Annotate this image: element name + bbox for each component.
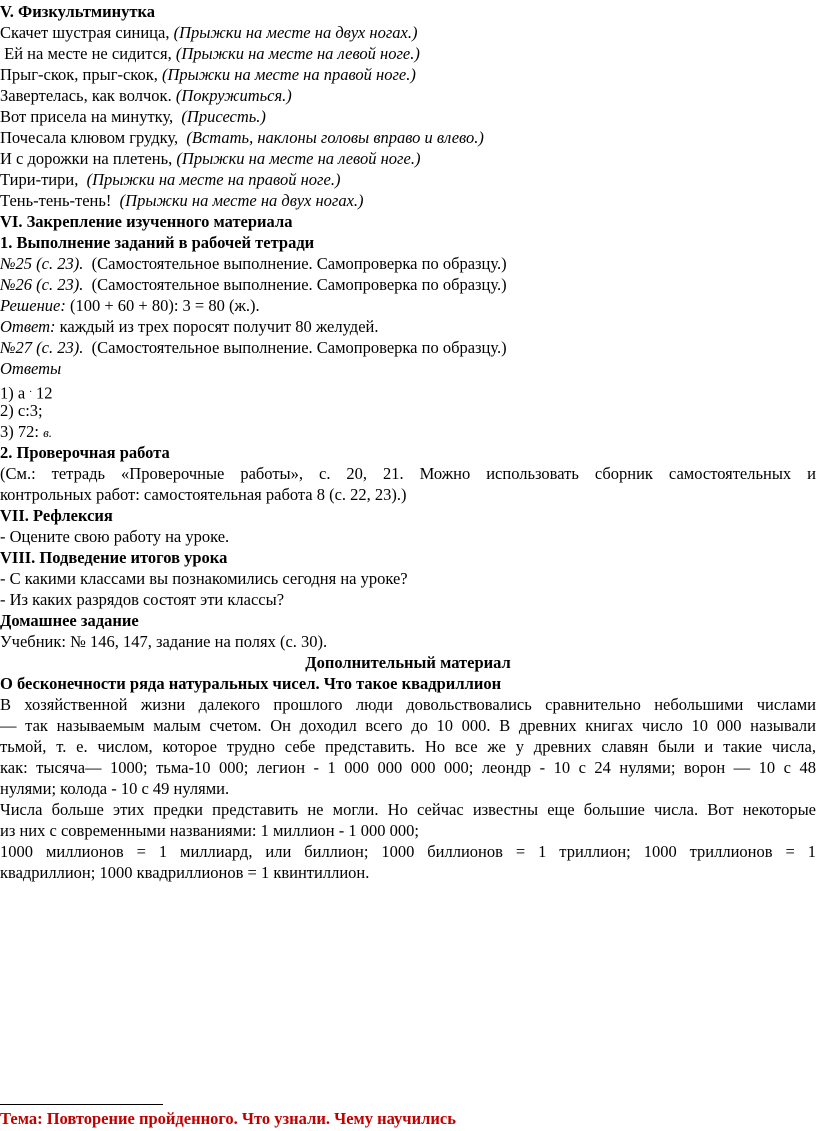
section-heading-7: VII. Рефлексия xyxy=(0,506,113,525)
exercise-note: (Прыжки на месте на левой ноге.) xyxy=(176,149,421,168)
poem-text: Тири-тири, xyxy=(0,170,87,189)
poem-line-5 xyxy=(0,106,816,127)
poem-text: И с дорожки на плетень, xyxy=(0,149,177,168)
extra-title: О бесконечности ряда натуральных чисел. Что такое квадриллион xyxy=(0,674,502,693)
answer-text: 12 xyxy=(31,383,53,403)
multiply-dot: . xyxy=(29,384,32,395)
summary-question-1: - С какими классами вы познакомились сегодня на уроке? xyxy=(0,569,408,588)
task-27 xyxy=(0,337,816,358)
summary-question-2: - Из каких разрядов состоят эти классы? xyxy=(0,590,285,609)
exercise-note: (Прыжки на месте на левой ноге.) xyxy=(175,44,420,63)
task-text: (Самостоятельное выполнение. Самопроверка по образцу.) xyxy=(83,254,507,273)
poem-line-4 xyxy=(0,85,816,106)
exercise-note: (Присесть.) xyxy=(181,107,266,126)
poem-text: Тень-тень-тень! xyxy=(0,191,120,210)
homework-heading: Домашнее задание xyxy=(0,611,139,630)
subheading-workbook: 1. Выполнение заданий в рабочей тетради xyxy=(0,233,315,252)
answer-label: Ответ: xyxy=(0,317,56,336)
poem-line-3 xyxy=(0,64,816,85)
poem-text: Прыг-скок, прыг-скок, xyxy=(0,65,162,84)
solution-label: Решение: xyxy=(0,296,66,315)
answer-text: 3) 72: xyxy=(0,422,44,441)
answer-text: каждый из трех поросят получит 80 желудей. xyxy=(55,317,379,336)
footnote-separator xyxy=(0,1104,163,1105)
extra-paragraph-1-line-3: тьмой, т. е. числом, которое трудно себе представить. Но все же у древних славян были и такие числа, xyxy=(0,737,816,756)
answer-item-2: 2) с:3; xyxy=(0,401,43,420)
poem-text: Почесала клювом грудку, xyxy=(0,128,187,147)
poem-line-1 xyxy=(0,22,816,43)
extra-heading: Дополнительный материал xyxy=(305,653,511,672)
task-text: (Самостоятельное выполнение. Самопроверка по образцу.) xyxy=(83,338,507,357)
task-label: №27 (с. 23). xyxy=(0,338,84,357)
extra-paragraph-1-line-5: нулями; колода - 10 с 49 нулями. xyxy=(0,779,230,798)
section-heading-8: VIII. Подведение итогов урока xyxy=(0,548,228,567)
poem-line-6 xyxy=(0,127,816,148)
poem-line-7 xyxy=(0,148,816,169)
answers-label: Ответы xyxy=(0,359,62,378)
poem-text: Вот присела на минутку, xyxy=(0,107,182,126)
check-work-line-1: (См.: тетрадь «Проверочные работы», с. 20, 21. Можно использовать сборник самостоятельных и xyxy=(0,464,816,483)
check-work-line-2: контрольных работ: самостоятельная работа 8 (с. 22, 23).) xyxy=(0,485,407,504)
answer-item-3 xyxy=(0,421,816,443)
exercise-note: (Прыжки на месте на правой ноге.) xyxy=(86,170,341,189)
exercise-note: (Прыжки на месте на двух ногах.) xyxy=(173,23,418,42)
reflection-item: - Оцените свою работу на уроке. xyxy=(0,527,230,546)
exercise-note: (Прыжки на месте на двух ногах.) xyxy=(119,191,364,210)
task-26 xyxy=(0,274,816,295)
variable: в. xyxy=(43,425,52,440)
answer-text: 1) а xyxy=(0,383,30,403)
poem-text: Ей на месте не сидится, xyxy=(0,44,176,63)
extra-paragraph-1-line-2: — так называемым малым счетом. Он доходил всего до 10 000. В древних книгах число 10 000 называли xyxy=(0,716,816,735)
poem-text: Скачет шустрая синица, xyxy=(0,23,174,42)
section-heading-6: VI. Закрепление изученного материала xyxy=(0,212,293,231)
solution-text: (100 + 60 + 80): 3 = 80 (ж.). xyxy=(65,296,260,315)
poem-line-8 xyxy=(0,169,816,190)
homework-text: Учебник: № 146, 147, задание на полях (с. 30). xyxy=(0,632,328,651)
answer-line xyxy=(0,316,816,337)
extra-paragraph-3-line-2: квадриллион; 1000 квадриллионов = 1 квинтиллион. xyxy=(0,863,370,882)
section-heading-5: V. Физкультминутка xyxy=(0,2,156,21)
extra-paragraph-1-line-1: В хозяйственной жизни далекого прошлого люди довольствовались сравнительно небольшими числами xyxy=(0,695,816,714)
extra-paragraph-2-line-1: Числа больше этих предки представить не могли. Но сейчас известны еще большие числа. Вот некоторые xyxy=(0,800,816,819)
poem-text: Завертелась, как волчок. xyxy=(0,86,176,105)
extra-paragraph-3-line-1: 1000 миллионов = 1 миллиард, или биллион; 1000 биллионов = 1 триллион; 1000 триллионов = 1 xyxy=(0,842,816,861)
solution-line xyxy=(0,295,816,316)
extra-paragraph-1-line-4: как: тысяча— 1000; тьма-10 000; легион - 1 000 000 000 000; леондр - 10 с 24 нулями; ворон — 10 с 48 xyxy=(0,758,816,777)
exercise-note: (Покружиться.) xyxy=(175,86,292,105)
task-label: №26 (с. 23). xyxy=(0,275,84,294)
subheading-check-work: 2. Проверочная работа xyxy=(0,443,170,462)
footer-topic: Тема: Повторение пройденного. Что узнали. Чему научились xyxy=(0,1109,456,1128)
task-label: №25 (с. 23). xyxy=(0,254,84,273)
task-25 xyxy=(0,253,816,274)
exercise-note: (Встать, наклоны головы вправо и влево.) xyxy=(186,128,484,147)
poem-line-9 xyxy=(0,190,816,211)
task-text: (Самостоятельное выполнение. Самопроверка по образцу.) xyxy=(83,275,507,294)
exercise-note: (Прыжки на месте на правой ноге.) xyxy=(161,65,416,84)
extra-paragraph-2-line-2: из них с современными названиями: 1 миллион - 1 000 000; xyxy=(0,821,419,840)
poem-line-2 xyxy=(0,43,816,64)
